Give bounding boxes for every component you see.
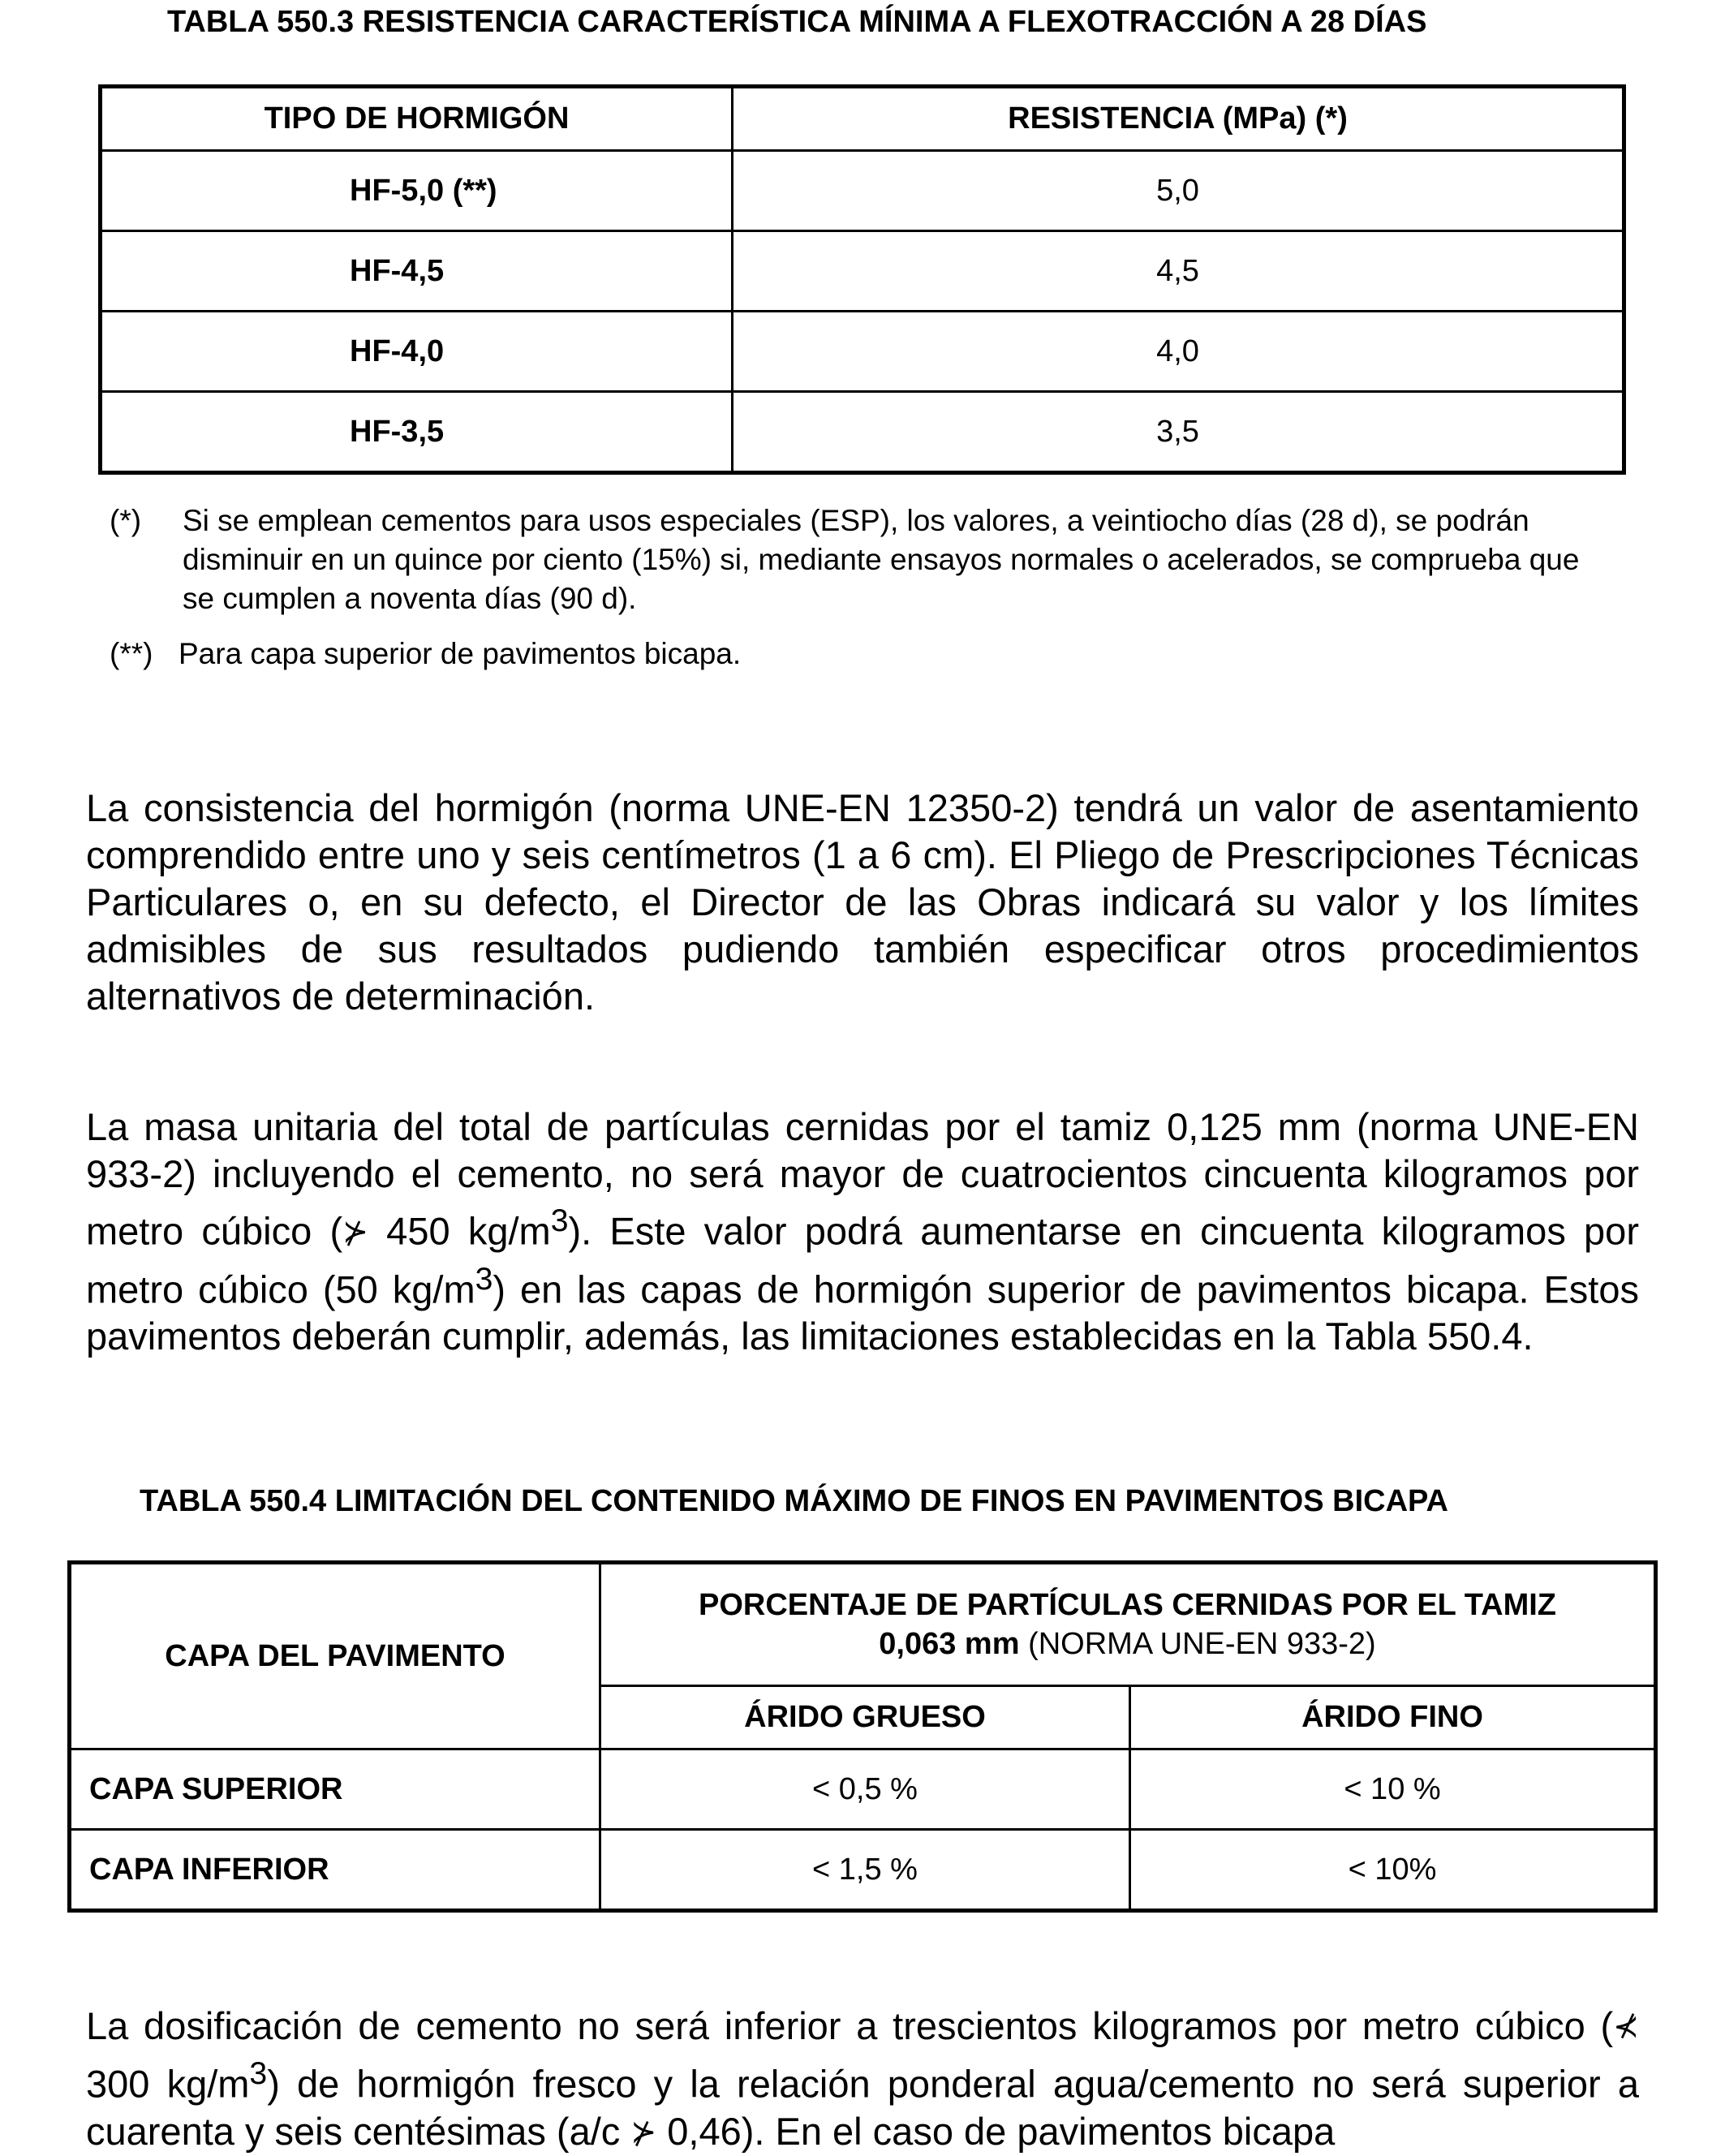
layer-name: CAPA INFERIOR	[70, 1830, 600, 1911]
para2-text-2: 450 kg/m	[368, 1209, 551, 1253]
not-greater-symbol: ⊁	[630, 2115, 657, 2150]
resistance-value: 3,5	[733, 392, 1624, 473]
col-header-type: TIPO DE HORMIGÓN	[101, 87, 733, 151]
footnote-2-text: Para capa superior de pavimentos bicapa.	[179, 637, 742, 670]
col-header-resistance: RESISTENCIA (MPa) (*)	[733, 87, 1624, 151]
table-row	[101, 231, 1624, 312]
table-row	[101, 392, 1624, 473]
sieve-size: 0,063 mm	[879, 1627, 1020, 1661]
footnote-2	[110, 635, 1619, 673]
col-header-layer: CAPA DEL PAVIMENTO	[70, 1563, 600, 1749]
concrete-type: HF-3,5	[101, 392, 733, 473]
paragraph-fines-mass	[86, 1104, 1639, 1360]
col-header-coarse: ÁRIDO GRUESO	[600, 1686, 1130, 1749]
not-less-symbol: ⊀	[1613, 2010, 1639, 2044]
not-greater-symbol: ⊁	[342, 1215, 368, 1250]
para3-text-4: 0,46). En el caso de pavimentos bicapa	[656, 2109, 1336, 2153]
paragraph-consistency: La consistencia del hormigón (norma UNE-EN 12350-2) tendrá un valor de asentamiento comprendido entre uno y seis centímetros (1 a 6 cm). El Pliego de Prescripciones Técnicas Particulares o, en su defecto, el Director de las Obras indicará su valor y los límites admisibles de sus resultados pudiendo también especificar otros procedimientos alternativos de determinación.	[86, 786, 1639, 1018]
layer-name: CAPA SUPERIOR	[70, 1749, 600, 1830]
footnote-1-text: Si se emplean cementos para usos especiales (ESP), los valores, a veintiocho días (28 d), se podrán disminuir en un quince por ciento (15%) si, mediante ensayos normales o acelerados, se comprueba que se cumplen a noventa días (90 d).	[183, 504, 1580, 615]
table-row	[101, 312, 1624, 392]
footnote-2-mark: (**)	[110, 637, 153, 670]
para2-text-3: ). Este valor podrá aumentarse en cincuenta kilogramos por metro cúbico (50 kg/m	[86, 1209, 1639, 1311]
superscript: 3	[249, 2056, 268, 2091]
table1-notes	[110, 501, 1619, 673]
resistance-table	[98, 84, 1626, 475]
footnote-1	[110, 501, 1619, 618]
fines-limit-table	[67, 1560, 1658, 1913]
footnote-1-mark: (*)	[110, 504, 142, 537]
concrete-type: HF-5,0 (**)	[101, 151, 733, 231]
standard-ref: (NORMA UNE-EN 933-2)	[1019, 1627, 1376, 1661]
para3-text-3: ) de hormigón fresco y la relación ponderal agua/cemento no será superior a cuarenta y seis centésimas (a/c	[86, 2062, 1639, 2153]
resistance-value: 4,0	[733, 312, 1624, 392]
resistance-value: 5,0	[733, 151, 1624, 231]
coarse-value: < 1,5 %	[600, 1830, 1130, 1911]
col-header-percentage	[600, 1563, 1656, 1686]
table-header-row	[70, 1563, 1656, 1686]
col-header-percentage-line1: PORCENTAJE DE PARTÍCULAS CERNIDAS POR EL TAMIZ	[698, 1588, 1557, 1622]
para3-text-2: 300 kg/m	[86, 2062, 250, 2106]
superscript: 3	[550, 1203, 569, 1238]
para2-text-4: ) en las capas de hormigón superior de pavimentos bicapa. Estos pavimentos deberán cumplir, además, las limitaciones establecidas en la Tabla 550.4.	[86, 1267, 1639, 1358]
table-row	[70, 1749, 1656, 1830]
paragraph-cement-dosage	[86, 2003, 1639, 2156]
coarse-value: < 0,5 %	[600, 1749, 1130, 1830]
resistance-value: 4,5	[733, 231, 1624, 312]
table-row	[101, 151, 1624, 231]
table1-caption: TABLA 550.3 RESISTENCIA CARACTERÍSTICA MÍNIMA A FLEXOTRACCIÓN A 28 DÍAS	[167, 5, 1427, 39]
fine-value: < 10 %	[1130, 1749, 1656, 1830]
table-header-row	[101, 87, 1624, 151]
para2-text-1: La masa unitaria del total de partículas cernidas por el tamiz 0,125 mm (norma UNE-EN 933-2) incluyendo el cemento, no será mayor de cuatrocientos cincuenta kilogramos por metro cúbico (	[86, 1105, 1639, 1253]
para3-text-1: La dosificación de cemento no será inferior a trescientos kilogramos por metro cúbico (	[86, 2004, 1614, 2047]
concrete-type: HF-4,0	[101, 312, 733, 392]
concrete-type: HF-4,5	[101, 231, 733, 312]
table-row	[70, 1830, 1656, 1911]
table2-caption: TABLA 550.4 LIMITACIÓN DEL CONTENIDO MÁXIMO DE FINOS EN PAVIMENTOS BICAPA	[140, 1484, 1448, 1518]
superscript: 3	[475, 1261, 493, 1297]
col-header-fine: ÁRIDO FINO	[1130, 1686, 1656, 1749]
fine-value: < 10%	[1130, 1830, 1656, 1911]
